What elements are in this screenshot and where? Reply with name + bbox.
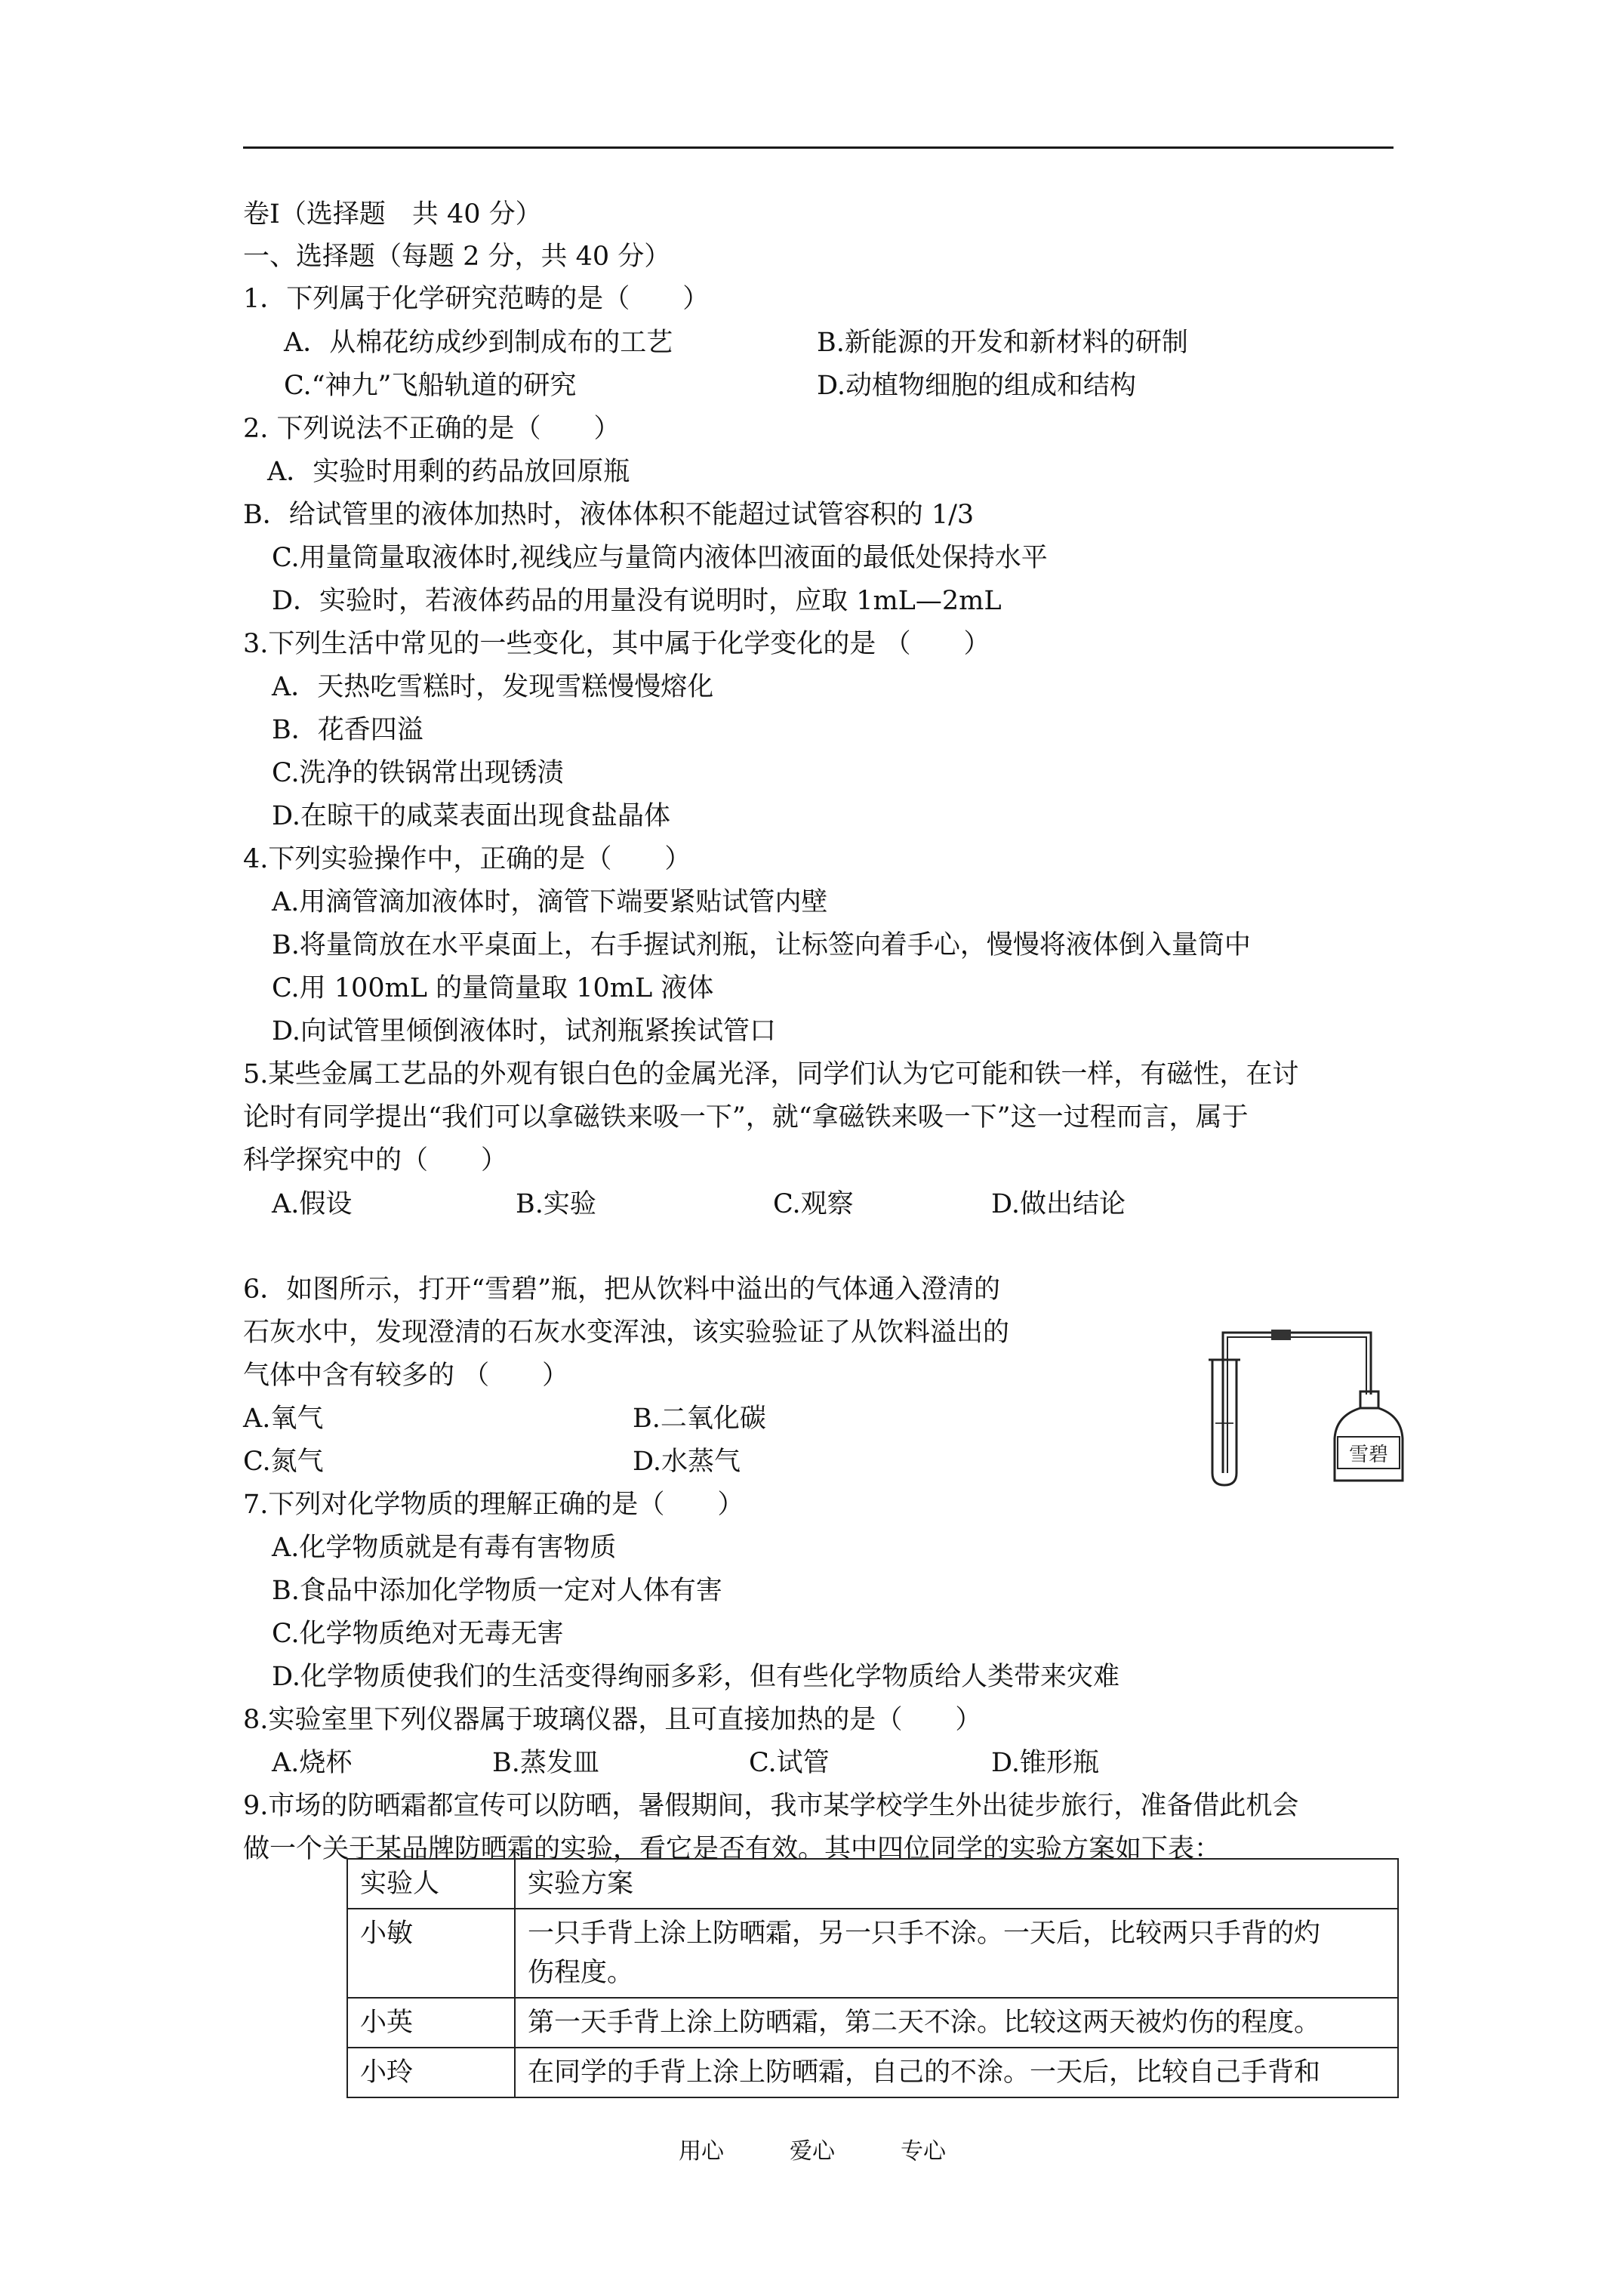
question-8-stem: 8.实验室里下列仪器属于玻璃仪器，且可直接加热的是（ ）: [243, 1705, 982, 1735]
gas-test-apparatus-figure: [1206, 1325, 1404, 1487]
question-1-option-c: C.“神九”飞船轨道的研究: [284, 371, 577, 401]
question-5-option-a: A.假设: [272, 1189, 353, 1219]
table-cell-name: 小玲: [347, 2048, 515, 2097]
table-cell-name: 小敏: [347, 1909, 515, 1998]
question-2-option-b: B．给试管里的液体加热时，液体体积不能超过试管容积的 1/3: [243, 500, 975, 530]
question-3-option-b: B．花香四溢: [272, 715, 423, 745]
question-1-option-b: B.新能源的开发和新材料的研制: [817, 328, 1188, 358]
table-row: [347, 1909, 1398, 1998]
question-8-option-b: B.蒸发皿: [492, 1748, 599, 1778]
question-1-option-a: A．从棉花纺成纱到制成布的工艺: [284, 328, 673, 358]
paper-title: 卷Ⅰ（选择题 共 40 分）: [243, 199, 542, 230]
question-6-line-3: 气体中含有较多的 （ ）: [243, 1361, 569, 1391]
question-6-option-b: B.二氧化碳: [633, 1404, 766, 1434]
question-5-option-d: D.做出结论: [991, 1189, 1126, 1219]
question-6-option-d: D.水蒸气: [633, 1447, 741, 1477]
question-7-stem: 7.下列对化学物质的理解正确的是（ ）: [243, 1490, 744, 1520]
table-cell-plan: 在同学的手背上涂上防晒霜，自己的不涂。一天后，比较自己手背和: [515, 2048, 1398, 2097]
question-7-option-a: A.化学物质就是有毒有害物质: [272, 1533, 617, 1563]
question-2-option-d: D．实验时，若液体药品的用量没有说明时，应取 1mL—2mL: [272, 586, 1002, 616]
footer-middle: 爱心: [790, 2138, 835, 2165]
question-2-stem: 2. 下列说法不正确的是（ ）: [243, 414, 621, 444]
question-4-option-d: D.向试管里倾倒液体时，试剂瓶紧挨试管口: [272, 1016, 776, 1046]
question-5-option-b: B.实验: [516, 1189, 596, 1219]
test-tube: [1209, 1360, 1240, 1485]
footer-left: 用心: [679, 2138, 724, 2165]
question-4-option-a: A.用滴管滴加液体时，滴管下端要紧贴试管内壁: [272, 887, 828, 917]
question-6-line-2: 石灰水中，发现澄清的石灰水变浑浊，该实验验证了从饮料溢出的: [243, 1318, 1010, 1348]
question-5-line-2: 论时有同学提出“我们可以拿磁铁来吸一下”，就“拿磁铁来吸一下”这一过程而言，属于: [243, 1102, 1249, 1133]
question-5-line-1: 5.某些金属工艺品的外观有银白色的金属光泽，同学们认为它可能和铁一样，有磁性，在讨: [243, 1059, 1299, 1089]
question-3-stem: 3.下列生活中常见的一些变化，其中属于化学变化的是 （ ）: [243, 629, 990, 659]
question-4-option-b: B.将量筒放在水平桌面上，右手握试剂瓶，让标签向着手心，慢慢将液体倒入量筒中: [272, 930, 1251, 960]
table-header-cell: 实验方案: [515, 1859, 1398, 1909]
header-rule: [243, 146, 1394, 149]
question-3-option-a: A．天热吃雪糕时，发现雪糕慢慢熔化: [272, 672, 714, 702]
question-2-option-a: A．实验时用剩的药品放回原瓶: [267, 457, 630, 487]
question-4-stem: 4.下列实验操作中，正确的是（ ）: [243, 844, 691, 874]
question-1-option-d: D.动植物细胞的组成和结构: [817, 371, 1136, 401]
question-7-option-b: B.食品中添加化学物质一定对人体有害: [272, 1576, 722, 1606]
plan-text: 一只手背上涂上防晒霜，另一只手不涂。一天后，比较两只手背的灼: [528, 1918, 1321, 1949]
table-row: [347, 2048, 1398, 2097]
question-6-option-c: C.氮气: [243, 1447, 324, 1477]
question-5-line-3: 科学探究中的（ ）: [243, 1145, 508, 1176]
question-6-option-a: A.氧气: [243, 1404, 324, 1434]
plan-text: 伤程度。: [528, 1958, 634, 1988]
question-9-line-2: 做一个关于某品牌防晒霜的实验，看它是否有效。其中四位同学的实验方案如下表：: [243, 1834, 1221, 1864]
table-cell-name: 小英: [347, 1998, 515, 2048]
table-cell-plan: 第一天手背上涂上防晒霜，第二天不涂。比较这两天被灼伤的程度。: [515, 1998, 1398, 2048]
question-2-option-c: C.用量筒量取液体时,视线应与量筒内液体凹液面的最低处保持水平: [272, 543, 1048, 573]
question-8-option-c: C.试管: [749, 1748, 830, 1778]
question-1-stem: 1．下列属于化学研究范畴的是（ ）: [243, 284, 710, 314]
question-7-option-d: D.化学物质使我们的生活变得绚丽多彩，但有些化学物质给人类带来灾难: [272, 1662, 1119, 1692]
footer-right: 专心: [901, 2138, 946, 2165]
section-heading: 一、选择题（每题 2 分，共 40 分）: [243, 242, 671, 272]
experiment-plan-table: [346, 1858, 1399, 2098]
table-header-row: [347, 1859, 1398, 1909]
question-8-option-a: A.烧杯: [272, 1748, 353, 1778]
question-4-option-c: C.用 100mL 的量筒量取 10mL 液体: [272, 973, 714, 1003]
table-header-cell: 实验人: [347, 1859, 515, 1909]
question-3-option-c: C.洗净的铁锅常出现锈渍: [272, 758, 564, 788]
soda-bottle: [1335, 1391, 1403, 1481]
table-row: [347, 1998, 1398, 2048]
question-5-option-c: C.观察: [773, 1189, 854, 1219]
bottle-label: 雪碧: [1348, 1444, 1389, 1466]
question-8-option-d: D.锥形瓶: [991, 1748, 1099, 1778]
question-6-line-1: 6．如图所示，打开“雪碧”瓶，把从饮料中溢出的气体通入澄清的: [243, 1274, 1001, 1305]
question-9-line-1: 9.市场的防晒霜都宣传可以防晒，暑假期间，我市某学校学生外出徒步旅行，准备借此机会: [243, 1791, 1299, 1821]
question-7-option-c: C.化学物质绝对无毒无害: [272, 1619, 564, 1649]
table-cell-plan: [515, 1909, 1398, 1998]
question-3-option-d: D.在晾干的咸菜表面出现食盐晶体: [272, 801, 670, 831]
